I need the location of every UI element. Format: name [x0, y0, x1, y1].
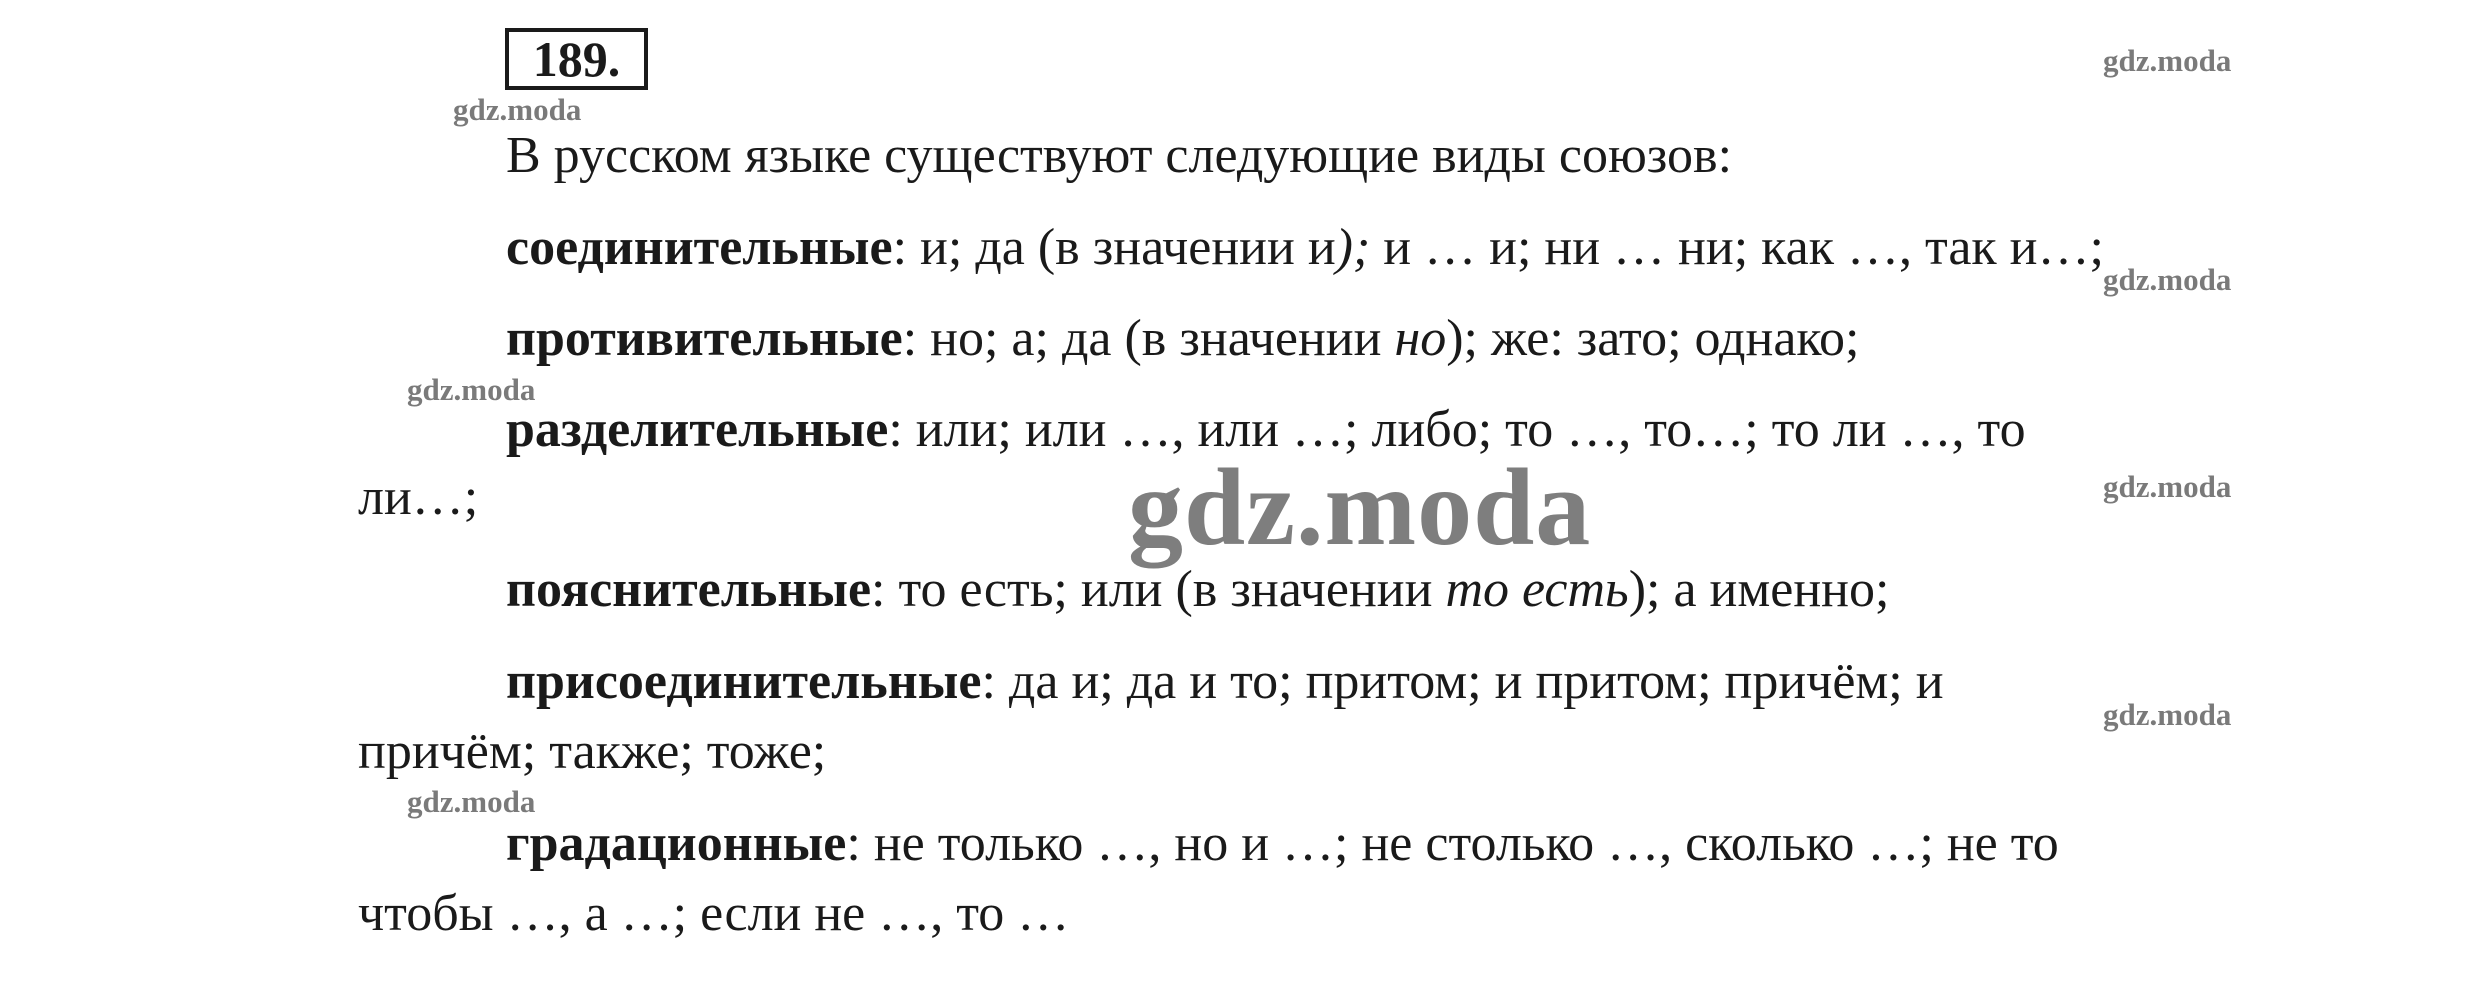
conjunction-type-connecting [506, 652, 1944, 712]
type-text: : и; да (в значении и [892, 219, 1336, 276]
type-text: : но; а; да (в значении [902, 310, 1395, 367]
type-text-end: ); а именно; [1628, 561, 1890, 618]
type-term: разделительные [506, 401, 889, 458]
type-text: : то есть; или (в значении [871, 561, 1446, 618]
intro-text: В русском языке существуют следующие виды союзов: [506, 127, 1733, 184]
watermark: gdz.moda [2103, 697, 2232, 732]
watermark: gdz.moda [407, 372, 536, 407]
conjunction-type-gradational-continued: чтобы …, а …; если не …, то … [358, 885, 1070, 942]
type-term: противительные [506, 310, 903, 367]
type-text: : не только …, но и …; не столько …, сколько …; не то [846, 815, 2059, 872]
type-italic: ); [1335, 219, 1384, 276]
watermark: gdz.moda [407, 784, 536, 819]
type-italic: но [1394, 310, 1447, 367]
type-term: пояснительные [506, 561, 872, 618]
conjunction-type-disjunctive-continued: ли…; [358, 469, 479, 526]
conjunction-type-connecting-continued: причём; также; тоже; [358, 723, 827, 780]
type-term: градационные [506, 815, 847, 872]
watermark: gdz.moda [2103, 262, 2232, 297]
watermark-large: gdz.moda [1128, 446, 1592, 568]
conjunction-type-connective [506, 218, 2104, 278]
watermark: gdz.moda [2103, 43, 2232, 78]
conjunction-type-explanatory [506, 560, 1889, 620]
watermark: gdz.moda [2103, 469, 2232, 504]
watermark: gdz.moda [453, 92, 582, 127]
type-text-end: ); же: зато; однако; [1446, 310, 1860, 367]
conjunction-type-adversative [506, 309, 1859, 369]
exercise-number: 189. [505, 28, 648, 90]
type-italic: то есть [1445, 561, 1629, 618]
type-term: соединительные [506, 219, 893, 276]
conjunction-type-gradational [506, 814, 2059, 874]
type-text: : да и; да и то; притом; и притом; причём; и [981, 653, 1944, 710]
type-term: присоединительные [506, 653, 982, 710]
type-text: : или; или …, или …; либо; то …, то…; то ли …, то [888, 401, 2026, 458]
type-text-end: и … и; ни … ни; как …, так и…; [1383, 219, 2104, 276]
